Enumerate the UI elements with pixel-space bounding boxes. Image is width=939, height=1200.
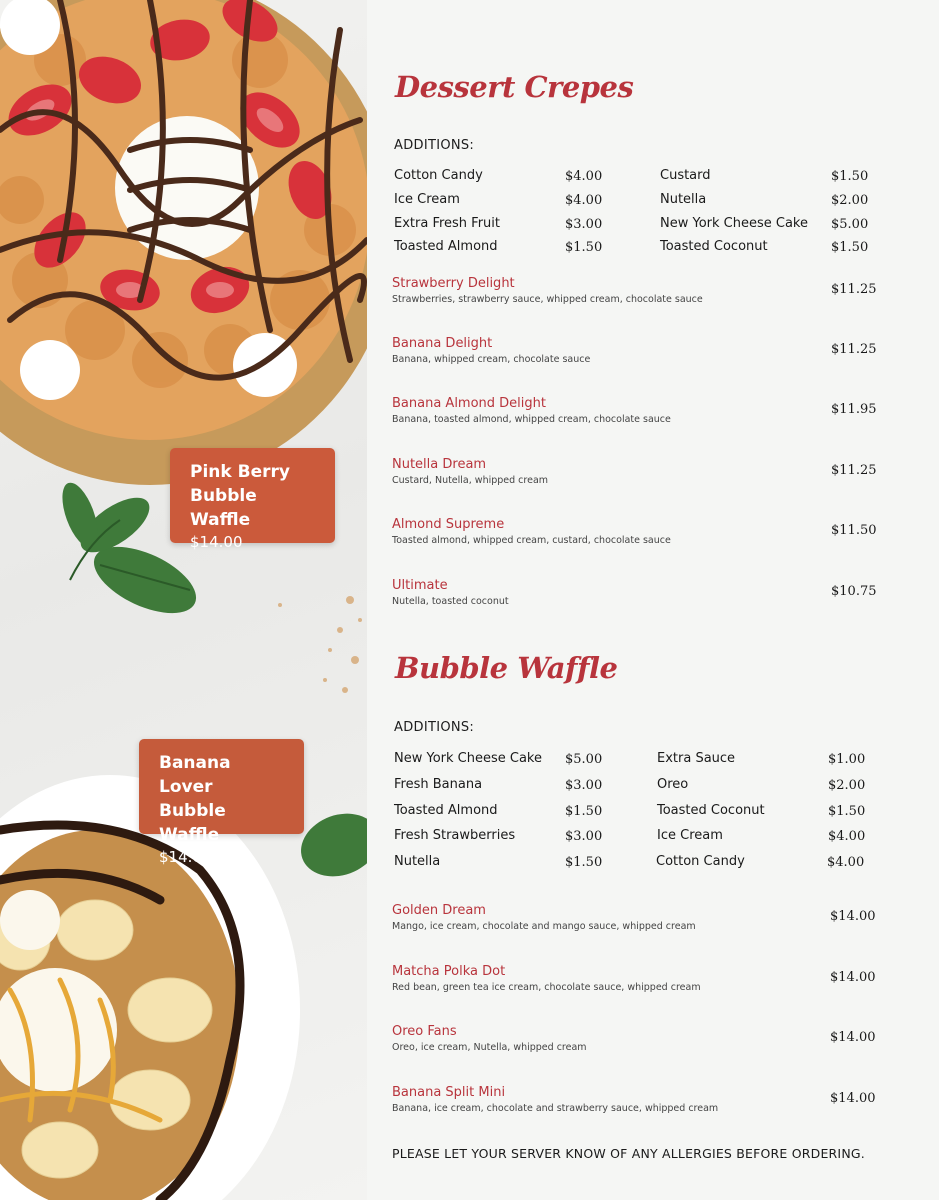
waffle-addition-name: Cotton Candy (656, 854, 745, 869)
item-name: Oreo Fans (392, 1024, 457, 1039)
crepes-addition-name: Cotton Candy (394, 168, 483, 183)
crepes-addition-price: $1.50 (565, 240, 603, 255)
waffle-addition-price: $5.00 (565, 752, 603, 767)
item-name: Strawberry Delight (392, 276, 515, 291)
crepes-addition-price: $1.50 (831, 169, 869, 184)
item-name: Matcha Polka Dot (392, 964, 506, 979)
menu-item (392, 457, 912, 491)
item-description: Banana, whipped cream, chocolate sauce (392, 354, 591, 365)
menu-item (392, 1024, 912, 1058)
item-name: Ultimate (392, 578, 448, 593)
item-description: Mango, ice cream, chocolate and mango sauce, whipped cream (392, 921, 696, 932)
item-name: Golden Dream (392, 903, 486, 918)
item-description: Banana, ice cream, chocolate and strawberry sauce, whipped cream (392, 1103, 719, 1114)
item-name: Almond Supreme (392, 517, 505, 532)
menu-item (392, 336, 912, 370)
crepes-addition-price: $1.50 (831, 240, 869, 255)
item-price: $11.25 (831, 463, 877, 478)
waffle-addition-name: Fresh Banana (394, 777, 483, 792)
featured-name: Banana Lover Bubble Waffle (159, 753, 231, 845)
crepes-additions-label: ADDITIONS: (394, 138, 475, 153)
menu-item (392, 578, 912, 612)
crepes-addition-name: Toasted Almond (394, 239, 498, 254)
item-description: Oreo, ice cream, Nutella, whipped cream (392, 1042, 587, 1053)
crepes-addition-name: Custard (660, 168, 711, 183)
waffle-addition-price: $1.50 (565, 855, 603, 870)
featured-name: Pink Berry Bubble Waffle (190, 462, 290, 530)
crepes-addition-name: Toasted Coconut (660, 239, 768, 254)
crepes-addition-price: $5.00 (831, 217, 869, 232)
crepes-addition-price: $4.00 (565, 169, 603, 184)
section-title-bubble-waffle: Bubble Waffle (395, 651, 618, 685)
item-price: $11.25 (831, 282, 877, 297)
item-price: $14.00 (830, 909, 876, 924)
waffle-addition-price: $1.00 (828, 752, 866, 767)
waffle-addition-name: Toasted Almond (394, 803, 498, 818)
item-description: Toasted almond, whipped cream, custard, chocolate sauce (392, 535, 671, 546)
crepes-addition-price: $2.00 (831, 193, 869, 208)
crepes-addition-name: New York Cheese Cake (660, 216, 808, 231)
featured-price: $14.00 (190, 533, 243, 551)
item-price: $11.25 (831, 342, 877, 357)
item-name: Banana Delight (392, 336, 493, 351)
waffle-addition-name: Toasted Coconut (657, 803, 765, 818)
item-price: $10.75 (831, 584, 877, 599)
item-name: Banana Split Mini (392, 1085, 506, 1100)
menu-item (392, 517, 912, 551)
item-price: $14.00 (830, 1030, 876, 1045)
item-price: $11.95 (831, 402, 877, 417)
section-title-dessert-crepes: Dessert Crepes (395, 70, 634, 104)
crepes-addition-name: Extra Fresh Fruit (394, 216, 501, 231)
featured-tag-banana-lover (139, 739, 304, 866)
item-description: Custard, Nutella, whipped cream (392, 475, 549, 486)
item-description: Strawberries, strawberry sauce, whipped cream, chocolate sauce (392, 294, 703, 305)
crepes-addition-name: Nutella (660, 192, 707, 207)
waffle-addition-name: Extra Sauce (657, 751, 736, 766)
waffle-addition-name: Nutella (394, 854, 441, 869)
waffle-addition-price: $3.00 (565, 778, 603, 793)
waffle-addition-price: $1.50 (828, 804, 866, 819)
menu-column (367, 0, 939, 1200)
waffle-addition-name: New York Cheese Cake (394, 751, 542, 766)
item-description: Red bean, green tea ice cream, chocolate sauce, whipped cream (392, 982, 701, 993)
waffle-addition-name: Oreo (657, 777, 689, 792)
waffle-additions-label: ADDITIONS: (394, 720, 475, 735)
allergy-notice: PLEASE LET YOUR SERVER KNOW OF ANY ALLERGIES BEFORE ORDERING. (392, 1146, 865, 1161)
featured-tag-pink-berry (170, 448, 335, 551)
waffle-addition-price: $2.00 (828, 778, 866, 793)
featured-price: $14.00 (159, 848, 212, 866)
item-price: $11.50 (831, 523, 877, 538)
crepes-addition-name: Ice Cream (394, 192, 460, 207)
waffle-addition-name: Fresh Strawberries (394, 828, 516, 843)
waffle-addition-price: $4.00 (828, 829, 866, 844)
menu-item (392, 964, 912, 998)
nut-crumbs (278, 596, 362, 693)
item-name: Nutella Dream (392, 457, 487, 472)
crepes-addition-price: $3.00 (565, 217, 603, 232)
menu-item (392, 903, 912, 937)
item-name: Banana Almond Delight (392, 396, 546, 411)
item-description: Nutella, toasted coconut (392, 596, 509, 607)
item-description: Banana, toasted almond, whipped cream, chocolate sauce (392, 414, 671, 425)
menu-item (392, 1085, 912, 1119)
menu-item (392, 276, 912, 310)
waffle-addition-price: $4.00 (827, 855, 865, 870)
waffle-addition-name: Ice Cream (657, 828, 723, 843)
crepes-addition-price: $4.00 (565, 193, 603, 208)
waffle-addition-price: $3.00 (565, 829, 603, 844)
dessert-photo-illustration (0, 0, 367, 1200)
item-price: $14.00 (830, 1091, 876, 1106)
item-price: $14.00 (830, 970, 876, 985)
menu-item (392, 396, 912, 430)
waffle-addition-price: $1.50 (565, 804, 603, 819)
photo-column (0, 0, 367, 1200)
